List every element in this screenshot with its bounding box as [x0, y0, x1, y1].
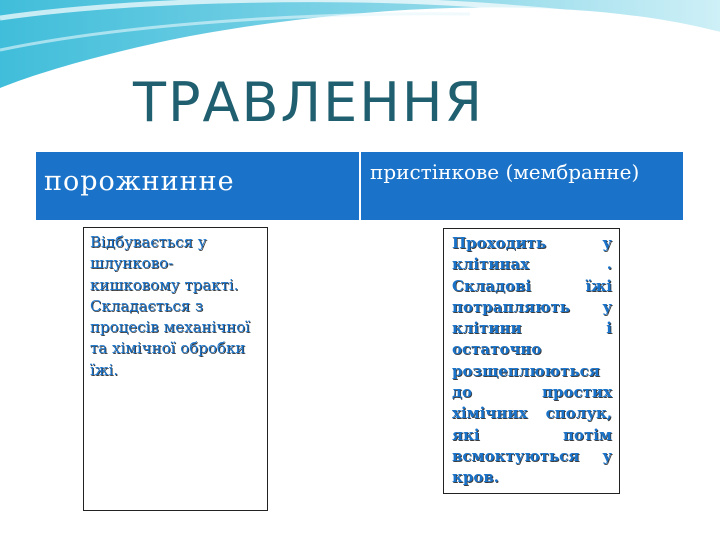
description-text-membrane: Проходить у клітинах . Складові їжі потрапляють у клітини і остаточно розщеплюються до простих хімічних сполук, які потім всмоктуються у кров.	[452, 234, 612, 487]
header-label-cavity: порожнинне	[44, 166, 235, 197]
header-cell-cavity	[36, 152, 359, 220]
slide-title: ТРАВЛЕННЯ	[133, 71, 484, 134]
description-text-cavity: Відбувається у шлунково-кишковому тракті. Складається з процесів механічної та хімічної обробки їжі.	[90, 233, 251, 379]
description-box-membrane	[443, 228, 620, 494]
header-label-membrane: пристінкове (мембранне)	[370, 160, 640, 184]
header-cell-membrane	[361, 152, 683, 220]
description-box-cavity	[83, 227, 268, 511]
